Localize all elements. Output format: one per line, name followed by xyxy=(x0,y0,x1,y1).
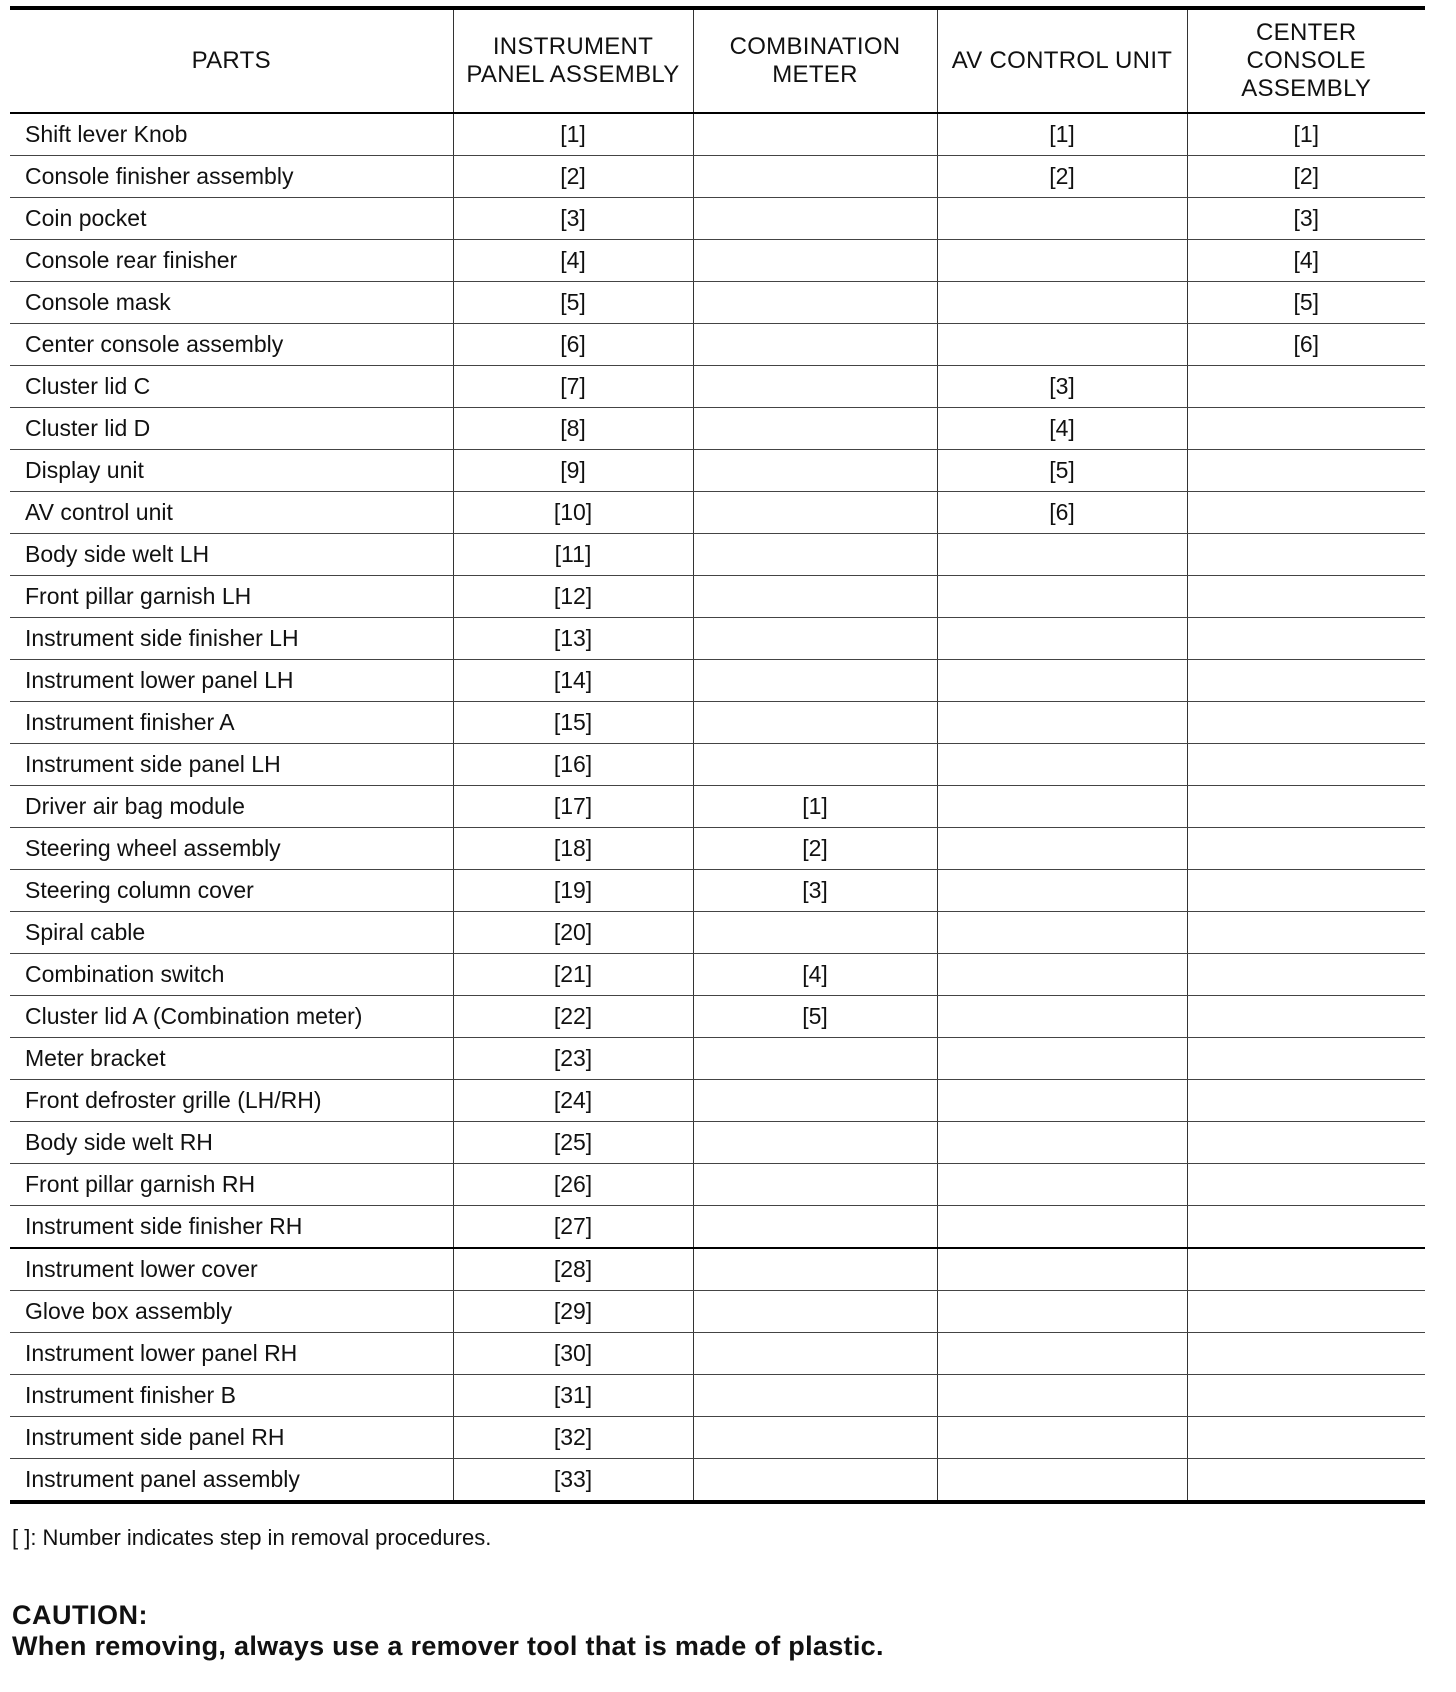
step-number-cell: [4] xyxy=(693,954,937,996)
step-number-cell: [28] xyxy=(453,1248,693,1291)
step-number-cell xyxy=(1187,702,1425,744)
step-number-cell xyxy=(1187,660,1425,702)
step-number-cell xyxy=(937,660,1187,702)
step-number-cell xyxy=(1187,366,1425,408)
table-row xyxy=(10,324,1425,366)
table-row xyxy=(10,113,1425,156)
step-number-cell: [5] xyxy=(937,450,1187,492)
step-number-cell xyxy=(693,1291,937,1333)
table-row xyxy=(10,1038,1425,1080)
caution-title: CAUTION: xyxy=(12,1600,148,1630)
column-header xyxy=(693,8,937,113)
step-number-cell xyxy=(693,240,937,282)
step-number-cell xyxy=(693,1333,937,1375)
table-row xyxy=(10,660,1425,702)
step-number-cell xyxy=(693,156,937,198)
column-header-label: INSTRUMENT PANEL ASSEMBLY xyxy=(466,33,680,88)
part-name-cell: Instrument finisher B xyxy=(10,1375,453,1417)
part-name-cell: Body side welt LH xyxy=(10,534,453,576)
step-number-cell xyxy=(693,1122,937,1164)
step-number-cell xyxy=(1187,954,1425,996)
step-number-cell: [15] xyxy=(453,702,693,744)
step-number-cell: [3] xyxy=(937,366,1187,408)
step-number-cell: [18] xyxy=(453,828,693,870)
part-name-cell: Instrument finisher A xyxy=(10,702,453,744)
step-number-cell xyxy=(1187,1417,1425,1459)
table-row xyxy=(10,282,1425,324)
part-name-cell: Instrument panel assembly xyxy=(10,1459,453,1503)
step-number-cell xyxy=(1187,1122,1425,1164)
part-name-cell: Front pillar garnish LH xyxy=(10,576,453,618)
table-row xyxy=(10,534,1425,576)
step-number-cell: [4] xyxy=(1187,240,1425,282)
table-row xyxy=(10,366,1425,408)
step-number-cell xyxy=(937,1164,1187,1206)
step-number-cell xyxy=(693,1164,937,1206)
part-name-cell: Meter bracket xyxy=(10,1038,453,1080)
step-number-cell xyxy=(1187,1206,1425,1249)
part-name-cell: Front defroster grille (LH/RH) xyxy=(10,1080,453,1122)
step-number-cell xyxy=(693,702,937,744)
part-name-cell: Cluster lid A (Combination meter) xyxy=(10,996,453,1038)
step-number-cell xyxy=(937,870,1187,912)
step-number-cell: [1] xyxy=(693,786,937,828)
step-number-cell: [23] xyxy=(453,1038,693,1080)
step-number-cell: [1] xyxy=(937,113,1187,156)
table-body xyxy=(10,113,1425,1502)
part-name-cell: Spiral cable xyxy=(10,912,453,954)
part-name-cell: Instrument side finisher LH xyxy=(10,618,453,660)
step-number-cell: [5] xyxy=(453,282,693,324)
part-name-cell: Instrument side finisher RH xyxy=(10,1206,453,1249)
part-name-cell: Glove box assembly xyxy=(10,1291,453,1333)
step-number-cell: [27] xyxy=(453,1206,693,1249)
part-name-cell: Console mask xyxy=(10,282,453,324)
step-number-cell: [9] xyxy=(453,450,693,492)
table-row xyxy=(10,912,1425,954)
step-number-cell: [6] xyxy=(937,492,1187,534)
header-row xyxy=(10,8,1425,113)
step-number-cell xyxy=(1187,492,1425,534)
step-number-cell xyxy=(937,786,1187,828)
step-number-cell xyxy=(937,1080,1187,1122)
part-name-cell: AV control unit xyxy=(10,492,453,534)
step-number-cell xyxy=(937,744,1187,786)
step-number-cell xyxy=(1187,1164,1425,1206)
part-name-cell: Instrument lower cover xyxy=(10,1248,453,1291)
part-name-cell: Steering wheel assembly xyxy=(10,828,453,870)
part-name-cell: Instrument lower panel RH xyxy=(10,1333,453,1375)
step-number-cell xyxy=(693,1248,937,1291)
step-number-cell xyxy=(1187,1291,1425,1333)
step-number-cell: [32] xyxy=(453,1417,693,1459)
table-header xyxy=(10,8,1425,113)
step-number-cell xyxy=(937,912,1187,954)
part-name-cell: Console finisher assembly xyxy=(10,156,453,198)
table-row xyxy=(10,240,1425,282)
part-name-cell: Combination switch xyxy=(10,954,453,996)
step-number-cell xyxy=(937,1038,1187,1080)
table-row xyxy=(10,996,1425,1038)
step-number-cell: [10] xyxy=(453,492,693,534)
step-number-cell: [1] xyxy=(1187,113,1425,156)
step-number-cell: [6] xyxy=(1187,324,1425,366)
step-number-cell xyxy=(1187,912,1425,954)
step-number-cell xyxy=(937,534,1187,576)
column-header xyxy=(937,8,1187,113)
step-number-cell: [3] xyxy=(693,870,937,912)
step-number-cell xyxy=(937,1417,1187,1459)
step-number-cell xyxy=(693,366,937,408)
step-number-cell xyxy=(937,1248,1187,1291)
column-header xyxy=(10,8,453,113)
step-number-cell xyxy=(693,282,937,324)
step-number-cell xyxy=(937,1375,1187,1417)
step-number-cell xyxy=(937,1122,1187,1164)
step-number-cell xyxy=(937,1459,1187,1503)
step-number-cell: [12] xyxy=(453,576,693,618)
step-number-cell: [11] xyxy=(453,534,693,576)
column-header-label: COMBINATION METER xyxy=(729,33,901,88)
table-row xyxy=(10,1080,1425,1122)
step-number-cell xyxy=(693,618,937,660)
step-number-cell: [2] xyxy=(693,828,937,870)
step-number-cell xyxy=(937,576,1187,618)
step-number-cell xyxy=(693,450,937,492)
step-number-cell xyxy=(1187,618,1425,660)
table-row xyxy=(10,1459,1425,1503)
step-number-cell xyxy=(937,282,1187,324)
table-row xyxy=(10,576,1425,618)
part-name-cell: Instrument lower panel LH xyxy=(10,660,453,702)
table-row xyxy=(10,828,1425,870)
part-name-cell: Driver air bag module xyxy=(10,786,453,828)
step-number-cell xyxy=(693,912,937,954)
part-name-cell: Steering column cover xyxy=(10,870,453,912)
table-row xyxy=(10,408,1425,450)
step-number-cell: [24] xyxy=(453,1080,693,1122)
step-number-cell: [14] xyxy=(453,660,693,702)
step-number-cell xyxy=(937,1206,1187,1249)
step-number-cell xyxy=(1187,1333,1425,1375)
table-row xyxy=(10,1206,1425,1249)
table-row xyxy=(10,786,1425,828)
step-number-cell: [20] xyxy=(453,912,693,954)
step-number-cell: [5] xyxy=(693,996,937,1038)
step-number-cell xyxy=(693,1459,937,1503)
step-number-cell xyxy=(1187,1375,1425,1417)
table-row xyxy=(10,870,1425,912)
step-number-cell: [3] xyxy=(453,198,693,240)
step-number-cell xyxy=(1187,1248,1425,1291)
part-name-cell: Cluster lid D xyxy=(10,408,453,450)
table-row xyxy=(10,1248,1425,1291)
table-row xyxy=(10,1164,1425,1206)
step-number-cell: [8] xyxy=(453,408,693,450)
part-name-cell: Instrument side panel LH xyxy=(10,744,453,786)
table-row xyxy=(10,450,1425,492)
step-number-cell xyxy=(693,1080,937,1122)
step-number-cell: [26] xyxy=(453,1164,693,1206)
step-number-cell: [7] xyxy=(453,366,693,408)
step-number-cell xyxy=(937,996,1187,1038)
step-number-cell xyxy=(1187,786,1425,828)
table-row xyxy=(10,1122,1425,1164)
column-header-label: PARTS xyxy=(191,47,271,74)
step-number-cell xyxy=(937,954,1187,996)
step-number-cell: [2] xyxy=(453,156,693,198)
step-number-cell xyxy=(937,1291,1187,1333)
part-name-cell: Body side welt RH xyxy=(10,1122,453,1164)
step-number-cell xyxy=(937,702,1187,744)
part-name-cell: Shift lever Knob xyxy=(10,113,453,156)
step-number-cell: [1] xyxy=(453,113,693,156)
step-number-cell xyxy=(1187,534,1425,576)
table-row xyxy=(10,1375,1425,1417)
step-number-cell: [4] xyxy=(453,240,693,282)
step-number-cell xyxy=(937,240,1187,282)
step-number-cell xyxy=(693,408,937,450)
step-number-cell: [4] xyxy=(937,408,1187,450)
step-number-cell xyxy=(693,492,937,534)
table-row xyxy=(10,1291,1425,1333)
part-name-cell: Display unit xyxy=(10,450,453,492)
part-name-cell: Front pillar garnish RH xyxy=(10,1164,453,1206)
step-number-cell: [33] xyxy=(453,1459,693,1503)
step-number-cell xyxy=(693,1417,937,1459)
part-name-cell: Instrument side panel RH xyxy=(10,1417,453,1459)
column-header-label: CENTER CONSOLE ASSEMBLY xyxy=(1241,19,1372,102)
step-number-cell xyxy=(693,576,937,618)
step-number-cell: [31] xyxy=(453,1375,693,1417)
table-row xyxy=(10,156,1425,198)
table-row xyxy=(10,1333,1425,1375)
step-number-cell xyxy=(693,113,937,156)
table-row xyxy=(10,198,1425,240)
step-number-cell: [17] xyxy=(453,786,693,828)
step-number-cell: [22] xyxy=(453,996,693,1038)
step-number-cell xyxy=(1187,408,1425,450)
caution-text: When removing, always use a remover tool that is made of plastic. xyxy=(12,1631,884,1661)
step-number-cell: [25] xyxy=(453,1122,693,1164)
step-number-cell xyxy=(1187,576,1425,618)
part-name-cell: Center console assembly xyxy=(10,324,453,366)
step-number-cell xyxy=(1187,450,1425,492)
column-header xyxy=(453,8,693,113)
step-number-cell: [16] xyxy=(453,744,693,786)
step-number-cell xyxy=(1187,996,1425,1038)
step-number-cell: [2] xyxy=(1187,156,1425,198)
removal-order-table xyxy=(10,6,1425,1504)
table-row xyxy=(10,744,1425,786)
table-row xyxy=(10,492,1425,534)
table-row xyxy=(10,618,1425,660)
step-number-cell xyxy=(693,744,937,786)
step-number-cell xyxy=(937,1333,1187,1375)
step-number-cell: [6] xyxy=(453,324,693,366)
step-number-cell: [5] xyxy=(1187,282,1425,324)
step-number-cell xyxy=(693,198,937,240)
table-row xyxy=(10,1417,1425,1459)
step-number-cell xyxy=(693,534,937,576)
step-number-cell xyxy=(1187,1459,1425,1503)
step-number-cell xyxy=(693,1375,937,1417)
part-name-cell: Coin pocket xyxy=(10,198,453,240)
step-number-cell xyxy=(1187,1080,1425,1122)
step-number-cell xyxy=(693,324,937,366)
step-number-cell xyxy=(1187,828,1425,870)
step-number-cell: [2] xyxy=(937,156,1187,198)
step-number-cell xyxy=(693,1038,937,1080)
column-header-label: AV CONTROL UNIT xyxy=(951,47,1173,74)
step-number-cell: [21] xyxy=(453,954,693,996)
step-number-cell: [29] xyxy=(453,1291,693,1333)
table-row xyxy=(10,954,1425,996)
step-number-cell xyxy=(1187,870,1425,912)
step-number-cell xyxy=(1187,1038,1425,1080)
removal-table-container xyxy=(10,6,1425,1504)
step-number-cell: [30] xyxy=(453,1333,693,1375)
step-number-cell xyxy=(937,324,1187,366)
step-number-cell: [3] xyxy=(1187,198,1425,240)
part-name-cell: Console rear finisher xyxy=(10,240,453,282)
step-number-cell: [19] xyxy=(453,870,693,912)
column-header xyxy=(1187,8,1425,113)
step-number-cell: [13] xyxy=(453,618,693,660)
step-number-cell xyxy=(937,618,1187,660)
step-number-cell xyxy=(1187,744,1425,786)
part-name-cell: Cluster lid C xyxy=(10,366,453,408)
step-number-cell xyxy=(937,828,1187,870)
step-number-cell xyxy=(693,660,937,702)
step-number-cell xyxy=(693,1206,937,1249)
table-footnote: [ ]: Number indicates step in removal procedures. xyxy=(12,1525,492,1550)
step-number-cell xyxy=(937,198,1187,240)
table-row xyxy=(10,702,1425,744)
